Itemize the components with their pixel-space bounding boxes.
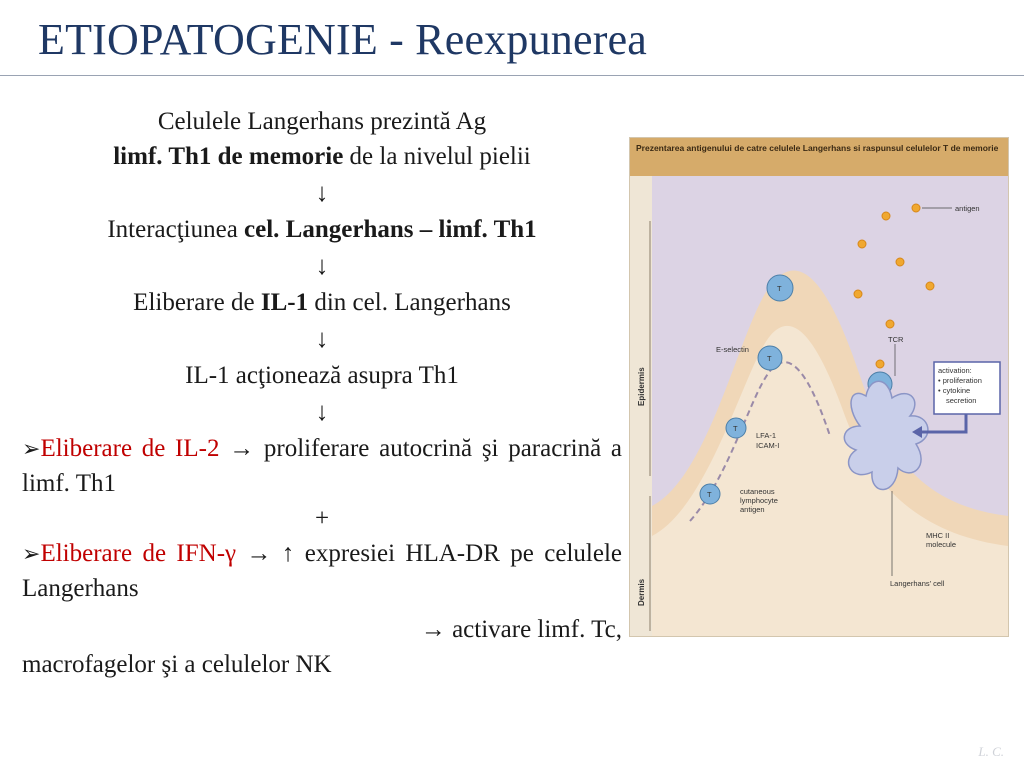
step-3-prefix: Eliberare de	[133, 289, 261, 316]
antigen-label: antigen	[955, 204, 980, 213]
mhc-label-2: molecule	[926, 540, 957, 549]
lfa1-label: LFA-1	[756, 431, 777, 440]
step-1-text: Celulele Langerhans prezintă Ag	[157, 108, 487, 135]
bullet-arrow-icon: ➢	[22, 436, 41, 461]
t-cell-icon	[758, 346, 782, 370]
bullet-ifn	[22, 536, 622, 606]
down-arrow-1: ↓	[315, 178, 329, 207]
content-flow	[22, 104, 622, 682]
bullet-arrow-icon: ➢	[22, 541, 41, 566]
figure-illustration	[630, 176, 1008, 636]
icam1-label: ICAM-I	[756, 441, 780, 450]
bullet-ifn-red: Eliberare de IFN-γ	[40, 540, 237, 567]
step-2	[22, 212, 622, 247]
step-1	[22, 104, 622, 139]
mhc-label-1: MHC II	[926, 531, 950, 540]
down-arrow-4: ↓	[315, 397, 329, 426]
step-3-rest: din cel. Langerhans	[308, 289, 511, 316]
step-1b-rest: de la nivelul pielii	[343, 143, 531, 170]
epidermis-label: Epidermis	[637, 367, 646, 406]
bullet-il2-red: Eliberare de IL-2	[40, 435, 220, 462]
svg-text:T: T	[777, 284, 782, 293]
down-arrow-3: ↓	[315, 324, 329, 353]
cla-label-3: antigen	[740, 505, 765, 514]
cla-label-2: lymphocyte	[740, 496, 778, 505]
bullet-ifn-rest: → ↑ expresiei HLA-DR pe celulele Langerhans	[22, 540, 622, 602]
figure-header	[630, 138, 1008, 176]
step-3	[22, 285, 622, 320]
cla-label-1: cutaneous	[740, 487, 775, 496]
step-2-prefix: Interacţiunea	[107, 216, 245, 243]
title-divider	[0, 75, 1024, 76]
activation-item-1: • proliferation	[938, 376, 982, 385]
down-arrow-2: ↓	[315, 251, 329, 280]
dermis-label: Dermis	[637, 578, 646, 606]
step-4-text: IL-1 acţionează asupra Th1	[185, 362, 459, 389]
bullet-il2	[22, 431, 622, 501]
footer-initials: L. C.	[978, 744, 1004, 759]
langerhans-cell-label: Langerhans' cell	[890, 579, 945, 588]
slide-title: ETIOPATOGENIE - Reexpunerea	[38, 15, 648, 64]
step-1b-bold: limf. Th1 de memorie	[113, 143, 344, 170]
step-2-bold: cel. Langerhans – limf. Th1	[244, 216, 537, 243]
e-selectin-label: E-selectin	[716, 345, 749, 354]
activation-line-2: macrofagelor şi a celulelor NK	[22, 651, 332, 678]
activation-item-2: • cytokine	[938, 386, 971, 395]
activation-item-3: secretion	[946, 396, 977, 405]
activation-line: → activare limf. Tc,	[420, 616, 622, 643]
figure-title: Prezentarea antigenului de catre celulele Langerhans si raspunsul celulelor T de memorie	[636, 143, 999, 153]
figure-antigen-presentation	[630, 138, 1008, 636]
step-1b	[22, 139, 622, 174]
t-cell-icon	[767, 275, 793, 301]
tcr-label: TCR	[888, 335, 904, 344]
svg-text:T: T	[707, 490, 712, 499]
t-cell-icon	[726, 418, 746, 438]
step-3-bold: IL-1	[260, 289, 309, 316]
svg-text:T: T	[767, 354, 772, 363]
bullet-il2-rest: → proliferare autocrină şi paracrină a limf. Th1	[22, 435, 622, 497]
plus-sign: +	[314, 505, 330, 532]
activation-title: activation:	[938, 366, 972, 375]
t-cell-icon	[700, 484, 720, 504]
step-4	[22, 358, 622, 393]
svg-text:T: T	[733, 424, 738, 433]
